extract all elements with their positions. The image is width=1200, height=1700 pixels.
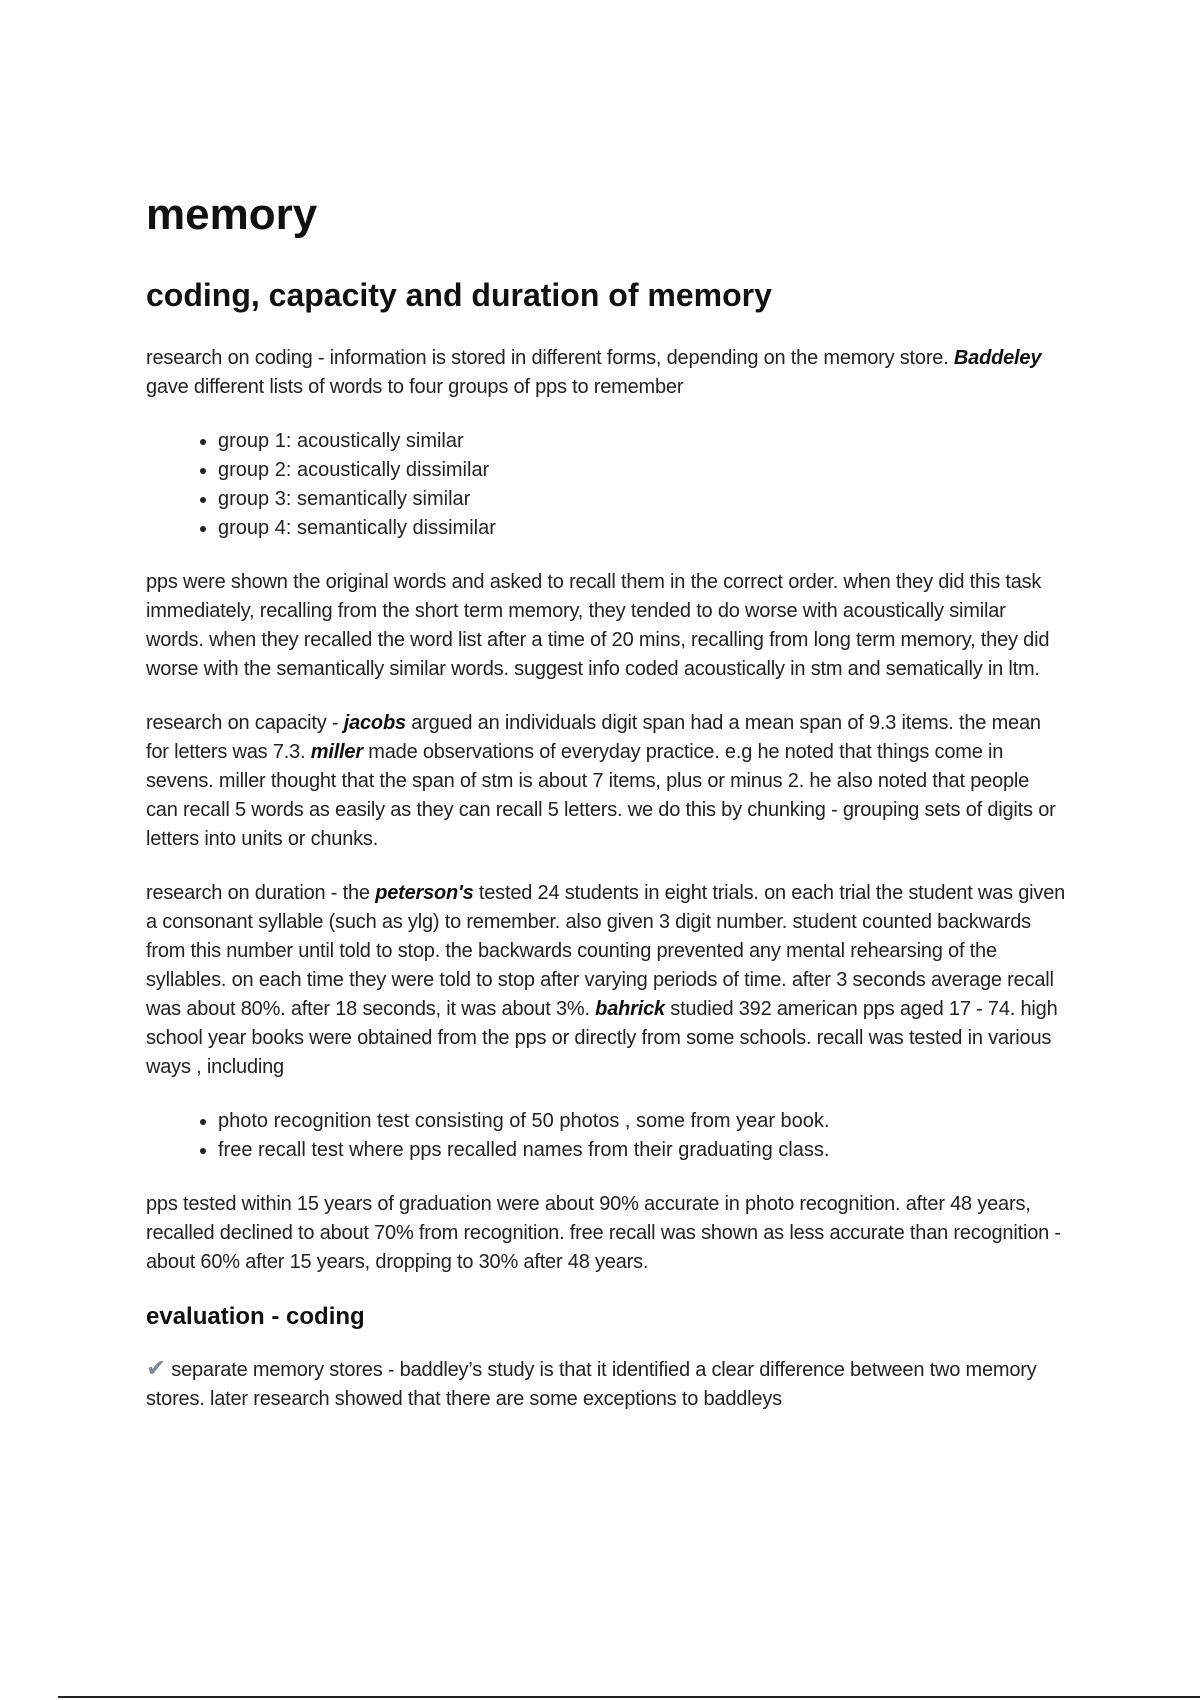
list-item: • group 1: acoustically similar — [218, 427, 1066, 456]
text: gave different lists of words to four groups of pps to remember — [146, 376, 684, 398]
paragraph-capacity — [146, 709, 1066, 854]
researcher-name: peterson's — [375, 882, 474, 904]
tests-list — [146, 1107, 1066, 1165]
document-page — [146, 190, 1066, 1439]
text: research on coding - information is stored in different forms, depending on the memory store. — [146, 347, 954, 369]
paragraph-duration — [146, 879, 1066, 1082]
paragraph-duration-results: pps tested within 15 years of graduation were about 90% accurate in photo recognition. after 48 years, recalled declined to about 70% from recognition. free recall was shown as less accurate than recognition - about 60% after 15 years, dropping to 30% after 48 years. — [146, 1193, 1061, 1273]
text: research on duration - the — [146, 882, 376, 904]
groups-list — [146, 427, 1066, 543]
researcher-name: miller — [310, 741, 363, 763]
list-item: • group 4: semantically dissimilar — [218, 514, 1066, 543]
document-title: memory — [146, 190, 318, 239]
list-item: • group 3: semantically similar — [218, 485, 1066, 514]
text: tested 24 students in eight trials. on each trial the student was given a consonant syllable (such as ylg) to remember. also given 3 digit number. student counted backwards from this number until told to stop. the backwards counting prevented any mental rehearsing of the syllables. on each time they were told to stop after varying periods of time. after 3 seconds average recall was about 80%. after 18 seconds, it was about 3%. — [146, 882, 1066, 1020]
text: made observations of everyday practice. e.g he noted that things come in sevens. miller thought that the span of stm is about 7 items, plus or minus 2. he also noted that people can recall 5 words as easily as they can recall 5 letters. we do this by chunking - grouping sets of digits or letters into units or chunks. — [146, 741, 1056, 850]
text: argued an individuals digit span had a mean span of 9.3 items. the mean for letters was 7.3. — [146, 712, 1041, 763]
paragraph-coding-results: pps were shown the original words and asked to recall them in the correct order. when they did this task immediately, recalling from the short term memory, they tended to do worse with acoustically similar words. when they recalled the word list after a time of 20 mins, recalling from long term memory, they did worse with the semantically similar words. suggest info coded acoustically in stm and sematically in ltm. — [146, 571, 1050, 680]
researcher-name: Baddeley — [953, 347, 1042, 369]
list-item: • photo recognition test consisting of 50 photos , some from year book. — [218, 1107, 1066, 1136]
paragraph-coding — [146, 344, 1066, 402]
evaluation-heading: evaluation - coding — [146, 1303, 365, 1330]
section-heading: coding, capacity and duration of memory — [146, 277, 772, 313]
text: research on capacity - — [146, 712, 344, 734]
researcher-name: bahrick — [595, 998, 665, 1020]
text: studied 392 american pps aged 17 - 74. high school year books were obtained from the pps or directly from some schools. recall was tested in various ways , including — [146, 998, 1058, 1078]
paragraph-evaluation — [146, 1354, 1066, 1414]
checkmark-icon: ✔ — [146, 1355, 166, 1382]
list-item: • free recall test where pps recalled names from their graduating class. — [218, 1136, 1066, 1165]
researcher-name: jacobs — [343, 712, 406, 734]
text: separate memory stores - baddley’s study is that it identified a clear difference between two memory stores. later research showed that there are some exceptions to baddleys — [146, 1359, 1037, 1410]
list-item: • group 2: acoustically dissimilar — [218, 456, 1066, 485]
page-divider — [58, 1696, 1200, 1698]
